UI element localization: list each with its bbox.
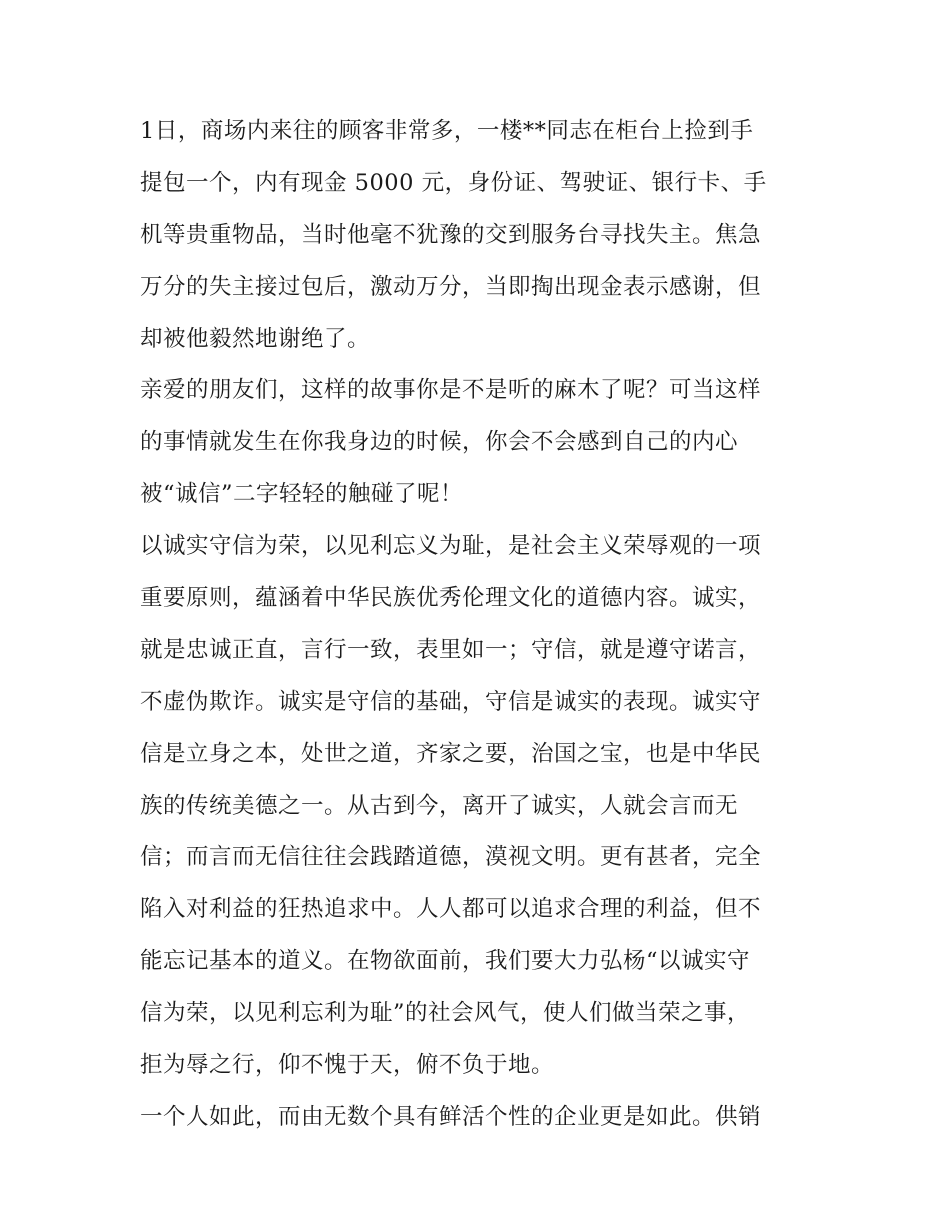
text-line: 信；而言而无信往往会践踏道德，漠视文明。更有甚者，完全	[140, 844, 762, 871]
text-line: 不虚伪欺诈。诚实是守信的基础，守信是诚实的表现。诚实守	[140, 688, 762, 715]
text-line: 却被他毅然地谢绝了。	[140, 325, 371, 352]
text-line: 一个人如此，而由无数个具有鲜活个性的企业更是如此。供销	[140, 1103, 762, 1130]
text-line: 1日，商场内来往的顾客非常多，一楼**同志在柜台上捡到手	[140, 118, 754, 144]
text-line: 拒为辱之行，仰不愧于天，俯不负于地。	[140, 1052, 555, 1079]
text-line: 以诚实守信为荣，以见利忘义为耻，是社会主义荣辱观的一项	[140, 533, 762, 560]
text-line: 的事情就发生在你我身边的时候，你会不会感到自己的内心	[140, 429, 739, 456]
text-line: 亲爱的朋友们，这样的故事你是不是听的麻木了呢？可当这样	[140, 377, 762, 404]
text-line: 提包一个，内有现金 5000 元，身份证、驾驶证、银行卡、手	[140, 169, 767, 196]
text-line: 被“诚信”二字轻轻的触碰了呢！	[140, 481, 464, 508]
text-line: 重要原则，蕴涵着中华民族优秀伦理文化的道德内容。诚实，	[140, 585, 762, 612]
text-line: 机等贵重物品，当时他毫不犹豫的交到服务台寻找失主。焦急	[140, 221, 762, 248]
text-line: 族的传统美德之一。从古到今，离开了诚实，人就会言而无	[140, 792, 739, 819]
text-line: 能忘记基本的道义。在物欲面前，我们要大力弘杨“以诚实守	[140, 948, 751, 975]
text-line: 信为荣，以见利忘利为耻”的社会风气，使人们做当荣之事，	[140, 1000, 751, 1027]
text-line: 陷入对利益的狂热追求中。人人都可以追求合理的利益，但不	[140, 896, 762, 923]
text-line: 信是立身之本，处世之道，齐家之要，治国之宝，也是中华民	[140, 740, 762, 767]
text-line: 万分的失主接过包后，激动万分，当即掏出现金表示感谢，但	[140, 273, 762, 300]
document-body	[140, 110, 816, 1148]
text-line: 就是忠诚正直，言行一致，表里如一；守信，就是遵守诺言，	[140, 636, 762, 663]
